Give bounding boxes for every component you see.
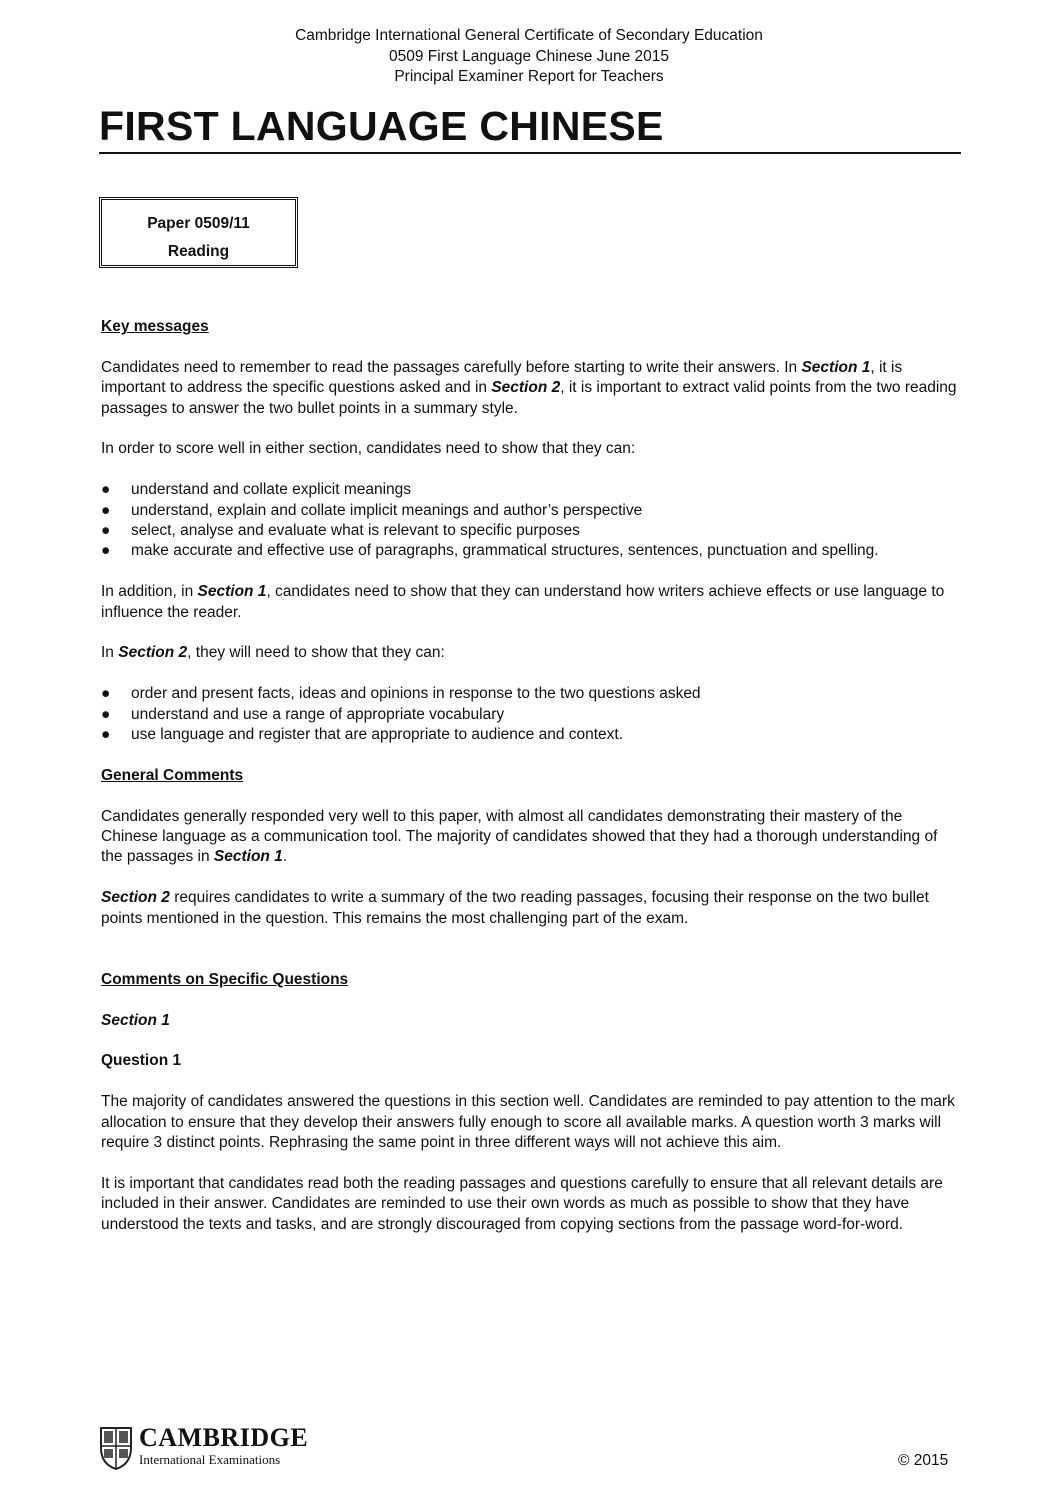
list-item: ● order and present facts, ideas and opinions in response to the two questions asked — [101, 684, 961, 704]
logo-wordmark: CAMBRIDGE — [139, 1423, 309, 1452]
list-item: ● understand, explain and collate implicit meanings and author’s perspective — [101, 501, 961, 521]
paper-info-box — [99, 197, 298, 268]
report-header — [0, 26, 1058, 88]
general-comments-paragraph-1: Candidates generally responded very well to this paper, with almost all candidates demonstrating their mastery of the Chinese language as a communication tool. The majority of candidates showed that they had a thorough understanding of the passages in Section 1. — [101, 807, 938, 866]
general-comments-paragraph-2: Section 2 requires candidates to write a summary of the two reading passages, focusing their response on the two bullet points mentioned in the question. This remains the most challenging part of the exam. — [101, 889, 929, 927]
list-item: ● understand and collate explicit meanings — [101, 480, 961, 500]
key-messages-paragraph-1: Candidates need to remember to read the passages carefully before starting to write their answers. In Section 1, it is important to address the specific questions asked and in Section 2, it is important to extract valid points from the two reading passages to answer the two bullet points in a summary style. — [101, 358, 957, 417]
crest-icon — [99, 1426, 133, 1470]
header-line-qualification: Cambridge International General Certificate of Secondary Education — [295, 27, 763, 44]
title-divider — [99, 152, 961, 154]
specific-questions-heading: Comments on Specific Questions — [101, 970, 349, 988]
header-line-syllabus: 0509 First Language Chinese June 2015 — [388, 47, 670, 65]
logo-subtitle: International Examinations — [139, 1452, 281, 1467]
question-1-paragraph-1: The majority of candidates answered the questions in this section well. Candidates are reminded to pay attention to the mark allocation to ensure that they develop their answers fully enough to score all available marks. A question worth 3 marks will require 3 distinct points. Rephrasing the same point in three different ways will not achieve this aim. — [101, 1093, 955, 1152]
general-comments-heading: General Comments — [101, 766, 244, 784]
page-title: FIRST LANGUAGE CHINESE — [99, 103, 664, 149]
skills-list-1 — [101, 480, 961, 562]
paper-component: Reading — [167, 243, 230, 260]
list-item: ● make accurate and effective use of paragraphs, grammatical structures, sentences, punctuation and spelling. — [101, 541, 961, 561]
skills-list-2 — [101, 684, 961, 745]
section-heading: Section 1 — [101, 1011, 170, 1029]
question-1-paragraph-2: It is important that candidates read both the reading passages and questions carefully to ensure that all relevant details are included in their answer. Candidates are reminded to use their own words as much as possible to show that they have understood the texts and tasks, and are strongly discouraged from copying sections from the passage word-for-word. — [101, 1174, 943, 1233]
header-line-report-type: Principal Examiner Report for Teachers — [394, 68, 664, 85]
list-item: ● select, analyse and evaluate what is relevant to specific purposes — [101, 521, 961, 541]
bullet-icon: ● — [101, 501, 111, 519]
question-heading: Question 1 — [101, 1052, 182, 1070]
key-messages-heading: Key messages — [101, 318, 209, 335]
key-messages-paragraph-2: In order to score well in either section, candidates need to show that they can: — [101, 440, 636, 458]
list-item: ● use language and register that are appropriate to audience and context. — [101, 725, 961, 745]
bullet-icon: ● — [101, 542, 111, 560]
bullet-icon: ● — [101, 481, 111, 499]
bullet-icon: ● — [101, 522, 111, 540]
copyright-notice: © 2015 — [898, 1452, 949, 1469]
cambridge-logo — [99, 1424, 339, 1474]
section-spacer — [101, 949, 961, 969]
key-messages-paragraph-4: In Section 2, they will need to show that they can: — [101, 644, 445, 662]
key-messages-paragraph-3: In addition, in Section 1, candidates need to show that they can understand how writers achieve effects or use language to influence the reader. — [101, 583, 945, 621]
bullet-icon: ● — [101, 685, 111, 703]
paper-number: Paper 0509/11 — [147, 215, 250, 232]
list-item: ● understand and use a range of appropriate vocabulary — [101, 705, 961, 725]
bullet-icon: ● — [101, 726, 111, 744]
bullet-icon: ● — [101, 705, 111, 723]
report-body — [101, 317, 961, 1255]
